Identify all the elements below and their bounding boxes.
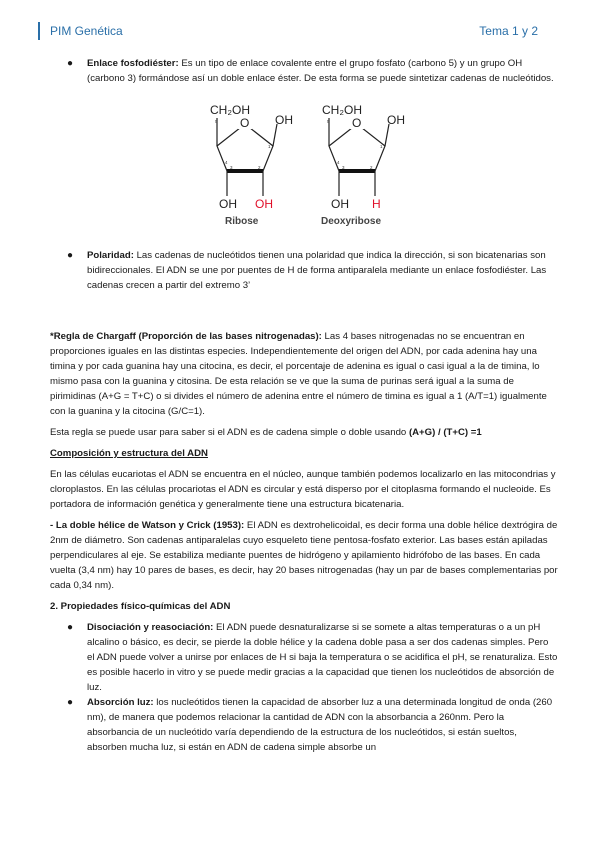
rule-text: Esta regla se puede usar para saber si el ADN es de cadena simple o doble usando xyxy=(50,427,409,438)
list-item-enlace-fosfodiester xyxy=(50,56,558,86)
watson-crick-title: - La doble hélice de Watson y Crick (1953): xyxy=(50,520,245,531)
chargaff-paragraph xyxy=(50,329,558,419)
page-header xyxy=(38,22,538,40)
deoxyribose-ring-oxygen: O xyxy=(352,116,362,130)
section-heading-propiedades xyxy=(50,599,558,614)
deoxyribose-ch2oh-label: CH₂OH xyxy=(322,103,362,117)
bullet-icon: ● xyxy=(67,58,74,69)
deoxyribose-c2-label: 2 xyxy=(370,165,373,170)
ribose-c5-label: 5 xyxy=(215,119,218,124)
ribose-oh-c1: OH xyxy=(275,113,293,127)
chargaff-text: Las 4 bases nitrogenadas no se encuentran en proporciones iguales en las distintas especies. Independientemente del origen del ADN, por cada adenina hay una timina y por cada guanina hay una citocina, es decir, el porcentaje de adenina es igual o casi igual a la de timina, lo mismo pasa con la guanina y citosina. De esta relación se ve que la suma de purinas será igual a la suma de pirimidinas (A+G = T+C) o si divides el número de adenina entre el número de timina es igual a 1 (A/T=1) igualmente con la guanina y la citocina (G/C=1). xyxy=(50,331,547,417)
deoxyribose-c5-label: 5 xyxy=(327,119,330,124)
ribose-ring-oxygen: O xyxy=(240,116,250,130)
chargaff-title: *Regla de Chargaff (Proporción de las bases nitrogenadas): xyxy=(50,331,322,342)
ribose-c3-label: 3 xyxy=(230,165,233,170)
ribose-deoxyribose-figure xyxy=(50,96,558,248)
definition-text: El ADN puede desnaturalizarse si se somete a altas temperaturas o a un pH alcalino o básico, es decir, se pierde la doble hélice y la cadena doble pasa a ser dos cadenas simples. Pero el ADN puede volver a unirse por enlaces de H si baja la temperatura o se acidifica el pH, se renaturaliza. Esto es posible hacerlo in vitro y se puede medir gracias a la capacidad que tienen los nucleótidos de absorción de luz. xyxy=(87,622,558,693)
deoxyribose-structure xyxy=(321,103,405,226)
rule-paragraph xyxy=(50,425,558,440)
ribose-caption: Ribose xyxy=(225,216,259,226)
deoxyribose-c4-label: 4 xyxy=(337,160,340,165)
deoxyribose-oh-c3: OH xyxy=(331,197,349,211)
bullet-icon: ● xyxy=(67,697,74,708)
ribose-c4-label: 4 xyxy=(225,160,228,165)
ribose-c2-label: 2 xyxy=(258,165,261,170)
section-heading-composicion: Composición y estructura del ADN xyxy=(50,448,208,459)
ribose-ch2oh-label: CH₂OH xyxy=(210,103,250,117)
watson-crick-paragraph xyxy=(50,518,558,593)
term-enlace-fosfodiester: Enlace fosfodiéster: xyxy=(87,58,179,69)
definition-text: Las cadenas de nucleótidos tienen una polaridad que indica la dirección, si son bicatenarias son bidireccionales. El ADN se une por puentes de H de forma antiparalela mediante un enlace fosfodiéster. Las cadenas crecen a partir del extremo 3’ xyxy=(87,250,547,291)
term-absorcion: Absorción luz: xyxy=(87,697,154,708)
ribose-oh-c3: OH xyxy=(219,197,237,211)
term-polaridad: Polaridad: xyxy=(87,250,134,261)
term-disociacion: Disociación y reasociación: xyxy=(87,622,214,633)
sugar-structures-diagram xyxy=(205,96,465,226)
deoxyribose-caption: Deoxyribose xyxy=(321,216,382,226)
definition-text: Es un tipo de enlace covalente entre el grupo fosfato (carbono 5) y un grupo OH (carbono 3) formándose así un doble enlace éster. De esta forma se puede sintetizar cadenas de nucleótidos. xyxy=(87,58,554,84)
deoxyribose-c1-label: 1 xyxy=(380,144,383,149)
list-item-disociacion xyxy=(50,620,558,695)
ribose-structure xyxy=(210,103,293,226)
deoxyribose-h-c2-highlight: H xyxy=(372,197,381,211)
list-item-polaridad xyxy=(50,248,558,293)
rule-formula: (A+G) / (T+C) =1 xyxy=(408,427,482,438)
composicion-paragraph: En las células eucariotas el ADN se encuentra en el núcleo, aunque también podemos localizarlo en las mitocondrias y cloroplastos. En las células procariotas el ADN es circular y está disperso por el citoplasma formando el nucleoide. Es portadora de información genética y generalmente tiene una estructura bicatenaria. xyxy=(50,469,556,510)
deoxyribose-c3-label: 3 xyxy=(342,165,345,170)
header-topic: Tema 1 y 2 xyxy=(479,24,538,38)
page-content xyxy=(50,56,558,755)
propiedades-title: 2. Propiedades físico-químicas del ADN xyxy=(50,601,231,612)
deoxyribose-oh-c1: OH xyxy=(387,113,405,127)
ribose-oh-c2-highlight: OH xyxy=(255,197,273,211)
header-subject: PIM Genética xyxy=(50,24,123,38)
bullet-icon: ● xyxy=(67,622,74,633)
bullet-icon: ● xyxy=(67,250,74,261)
ribose-c1-label: 1 xyxy=(268,144,271,149)
watson-crick-text: El ADN es dextrohelicoidal, es decir forma una doble hélice dextrógira de 2nm de diámetro. Son cadenas antiparalelas cuyo esqueleto tiene pentosa-fosfato exterior. Las bases están apiladas perpendiculares al eje. Se estabiliza mediante puentes de hidrógeno y apilamiento hidrófobo de las bases. En cada vuelta (3,4 nm) hay 10 pares de bases, es decir, hay 20 bases nitrogenadas (hay un par de bases complementarias por cada 0,34 nm). xyxy=(50,520,558,591)
list-item-absorcion xyxy=(50,695,558,755)
definition-text: los nucleótidos tienen la capacidad de absorber luz a una determinada longitud de onda (260 nm), de manera que podemos relacionar la cantidad de ADN con la absorbancia a 260nm. Pero la absorbancia de un nucleótido varía dependiendo de la estructura de los nucleótidos, si están sueltos, absorben mucha luz, si están en ADN de cadena simple absorbe un xyxy=(87,697,553,753)
